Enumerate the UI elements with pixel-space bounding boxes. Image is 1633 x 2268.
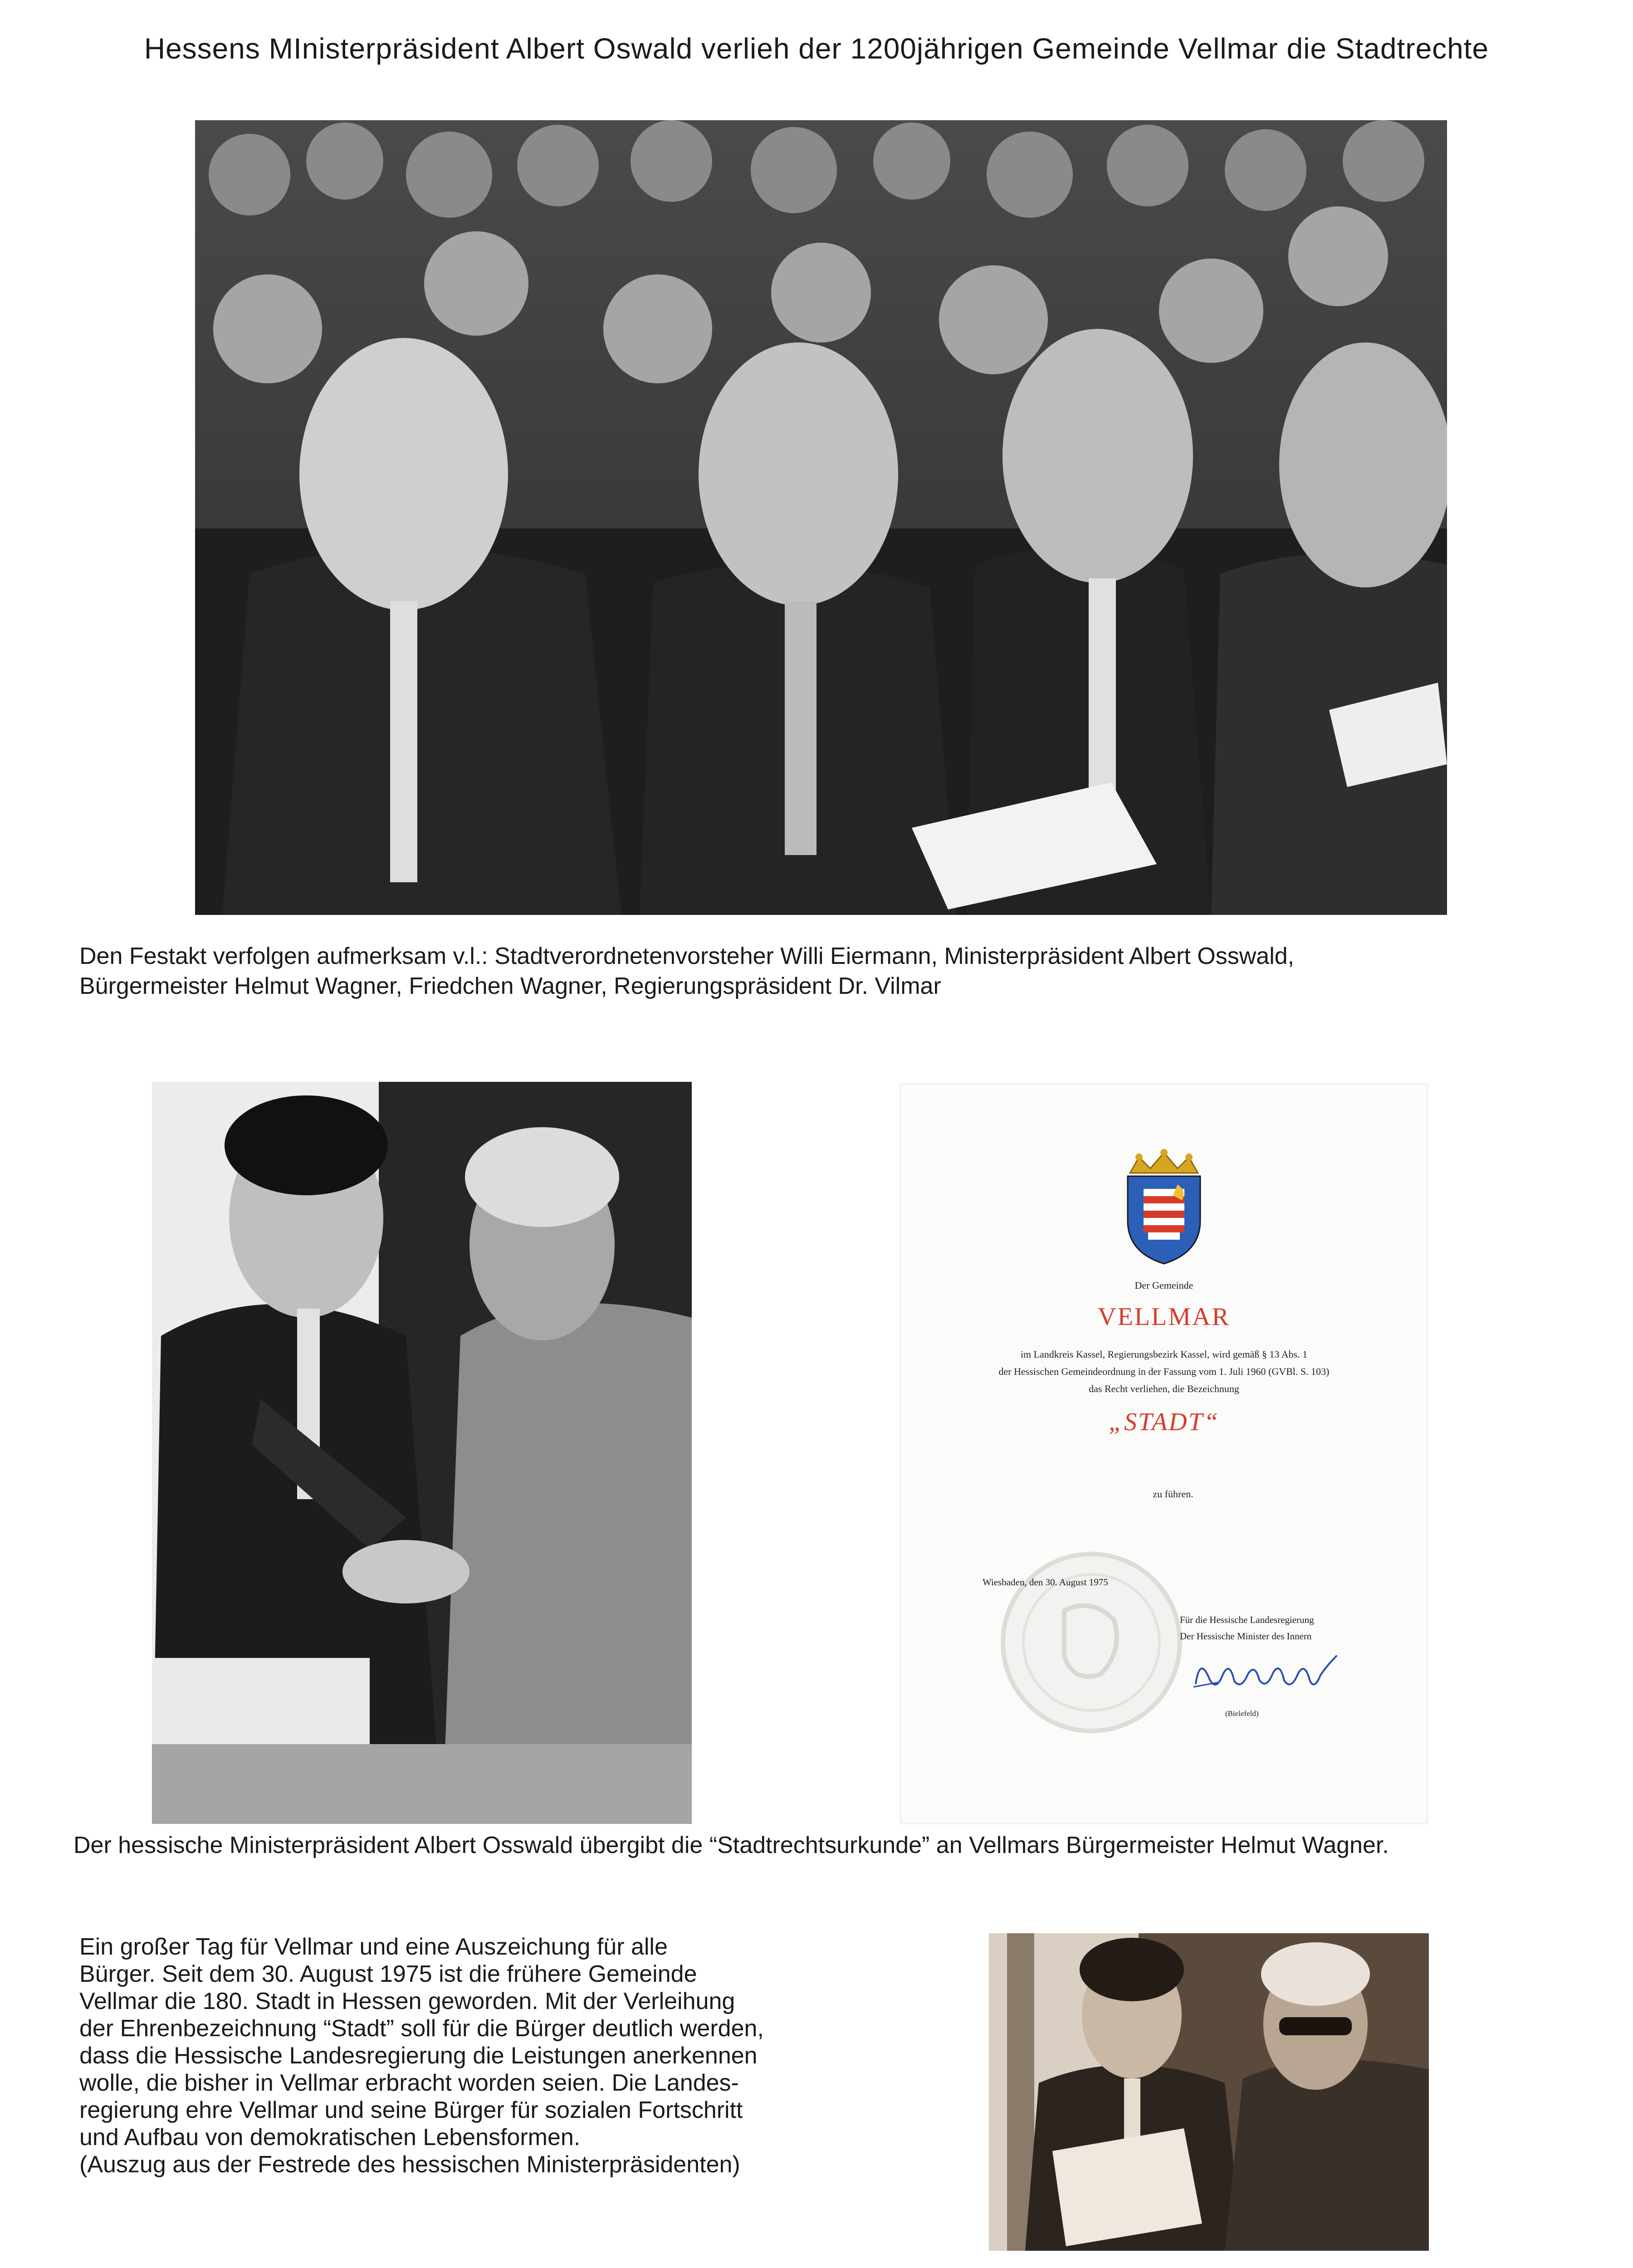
- doc-body-line2: der Hessischen Gemeindeordnung in der Fassung vom 1. Juli 1960 (GVBl. S. 103): [998, 1366, 1330, 1377]
- speech-line: regierung ehre Vellmar und seine Bürger für sozialen Fortschritt: [79, 2097, 743, 2123]
- doc-body-line1: im Landkreis Kassel, Regierungsbezirk Kassel, wird gemäß § 13 Abs. 1: [1020, 1349, 1308, 1360]
- doc-heading: Der Gemeinde: [1134, 1280, 1193, 1291]
- handshake-photo: [989, 1933, 1429, 2251]
- speech-line: (Auszug aus der Festrede des hessischen Ministerpräsidenten): [79, 2151, 740, 2178]
- doc-sign-line1: Für die Hessische Landesregierung: [1180, 1614, 1314, 1625]
- speech-excerpt: [79, 1933, 764, 2178]
- doc-signer-name: (Bielefeld): [1225, 1709, 1259, 1718]
- doc-body-line3: das Recht verliehen, die Bezeichnung: [1089, 1383, 1239, 1394]
- doc-municipality-name: VELLMAR: [1098, 1303, 1230, 1331]
- audience-caption-line2: Bürgermeister Helmut Wagner, Friedchen Wagner, Regierungspräsident Dr. Vilmar: [79, 973, 941, 999]
- speech-line: Vellmar die 180. Stadt in Hessen geworden. Mit der Verleihung: [79, 1988, 735, 2014]
- page-title: Hessens MInisterpräsident Albert Oswald verlieh der 1200jährigen Gemeinde Vellmar die Stadtrechte: [144, 32, 1489, 65]
- handover-photo: [152, 1082, 692, 1824]
- handover-caption: Der hessische Ministerpräsident Albert Osswald übergibt die “Stadtrechtsurkunde” an Vellmars Bürgermeister Helmut Wagner.: [73, 1832, 1389, 1858]
- doc-place-date: Wiesbaden, den 30. August 1975: [983, 1577, 1108, 1588]
- speech-line: und Aufbau von demokratischen Lebensformen.: [79, 2124, 581, 2151]
- speech-line: wolle, die bisher in Vellmar erbracht worden seien. Die Landes-: [79, 2070, 739, 2096]
- city-charter-document: [900, 1084, 1428, 1823]
- doc-body-line4: zu führen.: [1153, 1488, 1193, 1500]
- doc-signature: [1191, 1647, 1345, 1697]
- doc-sign-line2: Der Hessische Minister des Innern: [1180, 1631, 1312, 1642]
- coat-of-arms-icon: [1119, 1148, 1209, 1266]
- speech-line: der Ehrenbezeichnung “Stadt” soll für die Bürger deutlich werden,: [79, 2015, 764, 2042]
- audience-photo: [195, 120, 1447, 915]
- speech-line: dass die Hessische Landesregierung die Leistungen anerkennen: [79, 2043, 758, 2069]
- embossed-seal-icon: [996, 1547, 1187, 1738]
- speech-line: Ein großer Tag für Vellmar und eine Auszeichung für alle: [79, 1934, 668, 1960]
- speech-line: Bürger. Seit dem 30. August 1975 ist die frühere Gemeinde: [79, 1961, 697, 1987]
- audience-caption-line1: Den Festakt verfolgen aufmerksam v.l.: Stadtverordnetenvorsteher Willi Eiermann, Ministerpräsident Albert Osswald,: [79, 943, 1295, 969]
- doc-designation: „STADT“: [1108, 1408, 1220, 1436]
